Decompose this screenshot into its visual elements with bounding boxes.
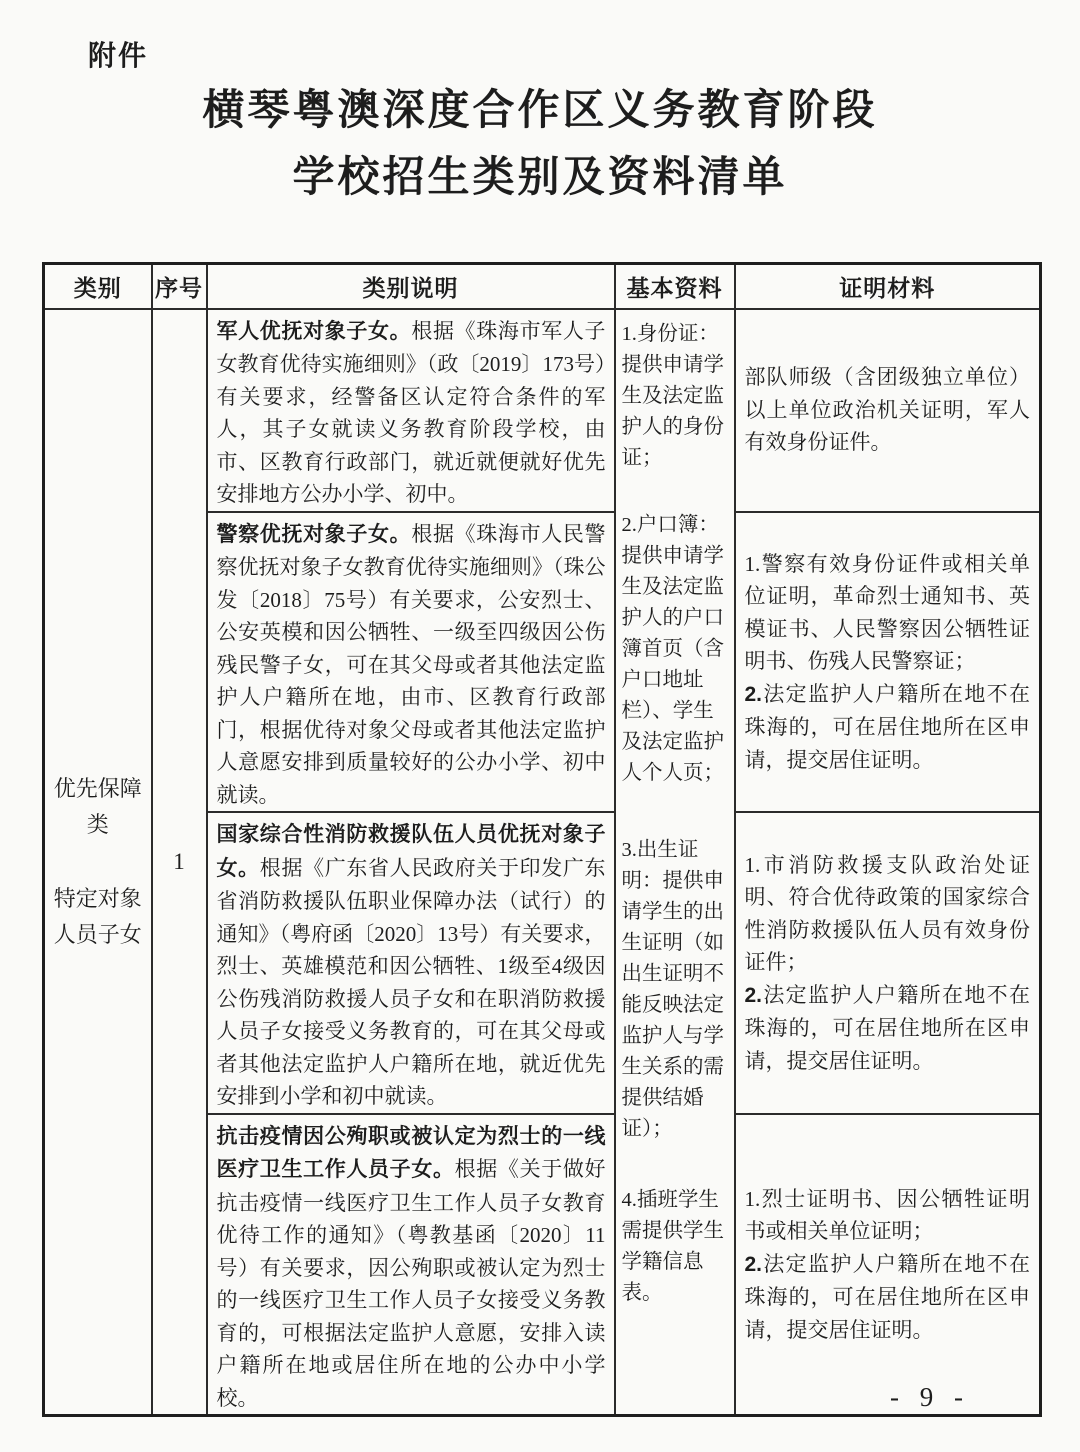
proof-materials-cell bbox=[735, 1114, 1041, 1416]
proof-item: 2.法定监护人户籍所在地不在珠海的，可在居住地所在区申请，提交居住证明。 bbox=[744, 681, 1030, 772]
serial-number-cell: 1 bbox=[152, 309, 207, 1416]
proof-item-number: 2. bbox=[744, 682, 763, 706]
header-description: 类别说明 bbox=[207, 264, 615, 309]
enrollment-category-table bbox=[42, 262, 1042, 1417]
document-title-line-1: 横琴粤澳深度合作区义务教育阶段 bbox=[202, 86, 878, 133]
proof-item-number: 2. bbox=[744, 1252, 763, 1276]
basic-material-item: 4.插班学生需提供学生学籍信息表。 bbox=[621, 1188, 724, 1304]
header-category: 类别 bbox=[44, 264, 152, 309]
category-cell bbox=[44, 309, 152, 1416]
proof-materials-cell bbox=[735, 512, 1041, 813]
description-bold-leadin: 警察优抚对象子女。 bbox=[216, 522, 412, 546]
category-group-line: 类 bbox=[86, 811, 109, 837]
description-bold-leadin: 军人优抚对象子女。 bbox=[216, 319, 412, 343]
document-title bbox=[0, 76, 1080, 210]
category-gap bbox=[46, 843, 150, 881]
basic-material-item: 3.出生证明：提供申请学生的出生证明（如出生证明不能反映法定监护人与学生关系的需提供结婚证）； bbox=[621, 838, 724, 1140]
basic-material-item: 1.身份证：提供申请学生及法定监护人的身份证； bbox=[621, 322, 724, 469]
page-number: - 9 - bbox=[890, 1382, 970, 1412]
description-bold-leadin: 国家综合性消防救援队伍人员优抚对象子女。 bbox=[216, 823, 606, 880]
category-sub-line: 特定对象 bbox=[53, 885, 142, 911]
proof-item: 1.烈士证明书、因公牺牲证明书或相关单位证明； bbox=[744, 1186, 1030, 1243]
description-cell: 军人优抚对象子女。根据《珠海市军人子女教育优待实施细则》（政〔2019〕173号）有关要求，经警备区认定符合条件的军人，其子女就读义务教育阶段学校，由市、区教育行政部门，就近就便就好优先安排地方公办小学、初中。 bbox=[207, 309, 615, 512]
proof-item: 1.警察有效身份证件或相关单位证明，革命烈士通知书、英模证书、人民警察因公牺牲证明书、伤残人民警察证； bbox=[744, 551, 1030, 673]
basic-material-item: 2.户口簿：提供申请学生及法定监护人的户口簿首页（含户口地址栏）、学生及法定监护人个人页； bbox=[621, 513, 724, 784]
proof-item: 1.市消防救援支队政治处证明、符合优待政策的国家综合性消防救援队伍人员有效身份证件； bbox=[744, 852, 1030, 974]
category-group-line: 优先保障 bbox=[53, 775, 142, 801]
proof-item: 部队师级（含团级独立单位）以上单位政治机关证明，军人有效身份证件。 bbox=[744, 365, 1030, 455]
proof-item-number: 2. bbox=[744, 983, 763, 1007]
proof-item: 2.法定监护人户籍所在地不在珠海的，可在居住地所在区申请，提交居住证明。 bbox=[744, 982, 1030, 1073]
proof-item: 2.法定监护人户籍所在地不在珠海的，可在居住地所在区申请，提交居住证明。 bbox=[744, 1251, 1030, 1342]
header-basic-materials: 基本资料 bbox=[615, 264, 735, 309]
basic-materials-list bbox=[622, 319, 729, 1309]
table-row bbox=[44, 309, 1041, 512]
category-sub-line: 人员子女 bbox=[53, 921, 142, 947]
description-cell: 警察优抚对象子女。根据《珠海市人民警察优抚对象子女教育优待实施细则》（珠公发〔2018〕75号）有关要求，公安烈士、公安英模和因公牺牲、一级至四级因公伤残民警子女，可在其父母或者其他法定监护人户籍所在地，由市、区教育行政部门，根据优待对象父母或者其他法定监护人意愿安排到质量较好的公办小学、初中就读。 bbox=[207, 512, 615, 813]
description-bold-leadin: 抗击疫情因公殉职或被认定为烈士的一线医疗卫生工作人员子女。 bbox=[216, 1124, 606, 1181]
proof-materials-cell bbox=[735, 309, 1041, 512]
header-proof-materials: 证明材料 bbox=[735, 264, 1041, 309]
proof-materials-cell bbox=[735, 812, 1041, 1114]
attachment-label: 附件 bbox=[88, 40, 149, 71]
basic-materials-cell bbox=[615, 309, 735, 1416]
description-cell: 国家综合性消防救援队伍人员优抚对象子女。根据《广东省人民政府关于印发广东省消防救援队伍职业保障办法（试行）的通知》（粤府函〔2020〕13号）有关要求，烈士、英雄模范和因公牺牲、1级至4级因公伤残消防救援人员子女和在职消防救援人员子女接受义务教育的，可在其父母或者其他法定监护人户籍所在地，就近优先安排到小学和初中就读。 bbox=[207, 812, 615, 1114]
header-serial: 序号 bbox=[152, 264, 207, 309]
description-cell: 抗击疫情因公殉职或被认定为烈士的一线医疗卫生工作人员子女。根据《关于做好抗击疫情一线医疗卫生工作人员子女教育优待工作的通知》（粤教基函〔2020〕11号）有关要求，因公殉职或被认定为烈士的一线医疗卫生工作人员子女接受义务教育的，可根据法定监护人意愿，安排入读户籍所在地或居住所在地的公办中小学校。 bbox=[207, 1114, 615, 1416]
table-header-row bbox=[44, 264, 1041, 309]
document-title-line-2: 学校招生类别及资料清单 bbox=[292, 153, 788, 200]
